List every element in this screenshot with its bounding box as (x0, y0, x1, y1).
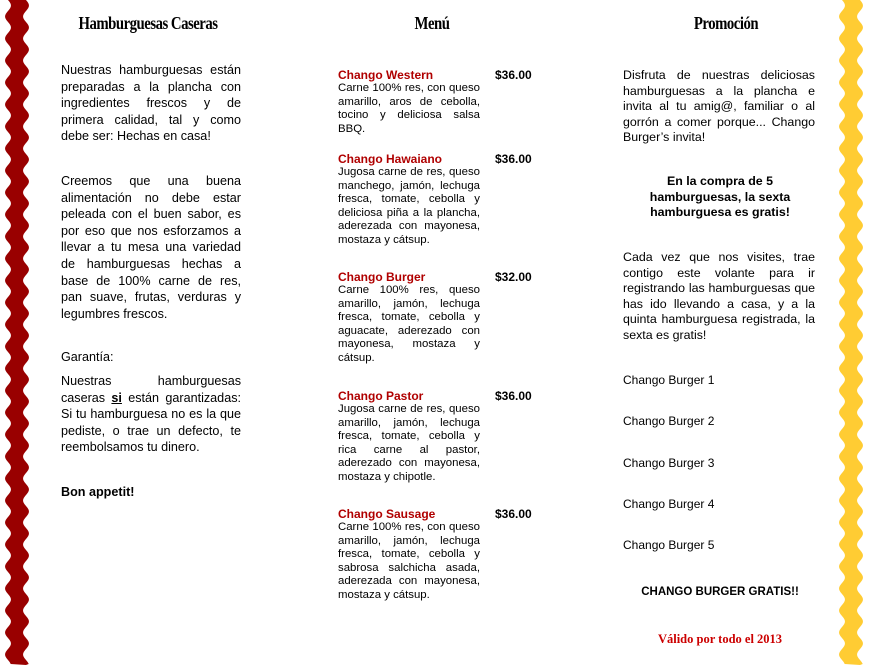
stamp-line: Chango Burger 4 (623, 497, 715, 511)
menu-item-description: Jugosa carne de res, queso manchego, jamón, lechuga fresca, tomate, cebolla y deliciosa piña a la plancha, aderezada con mayonesa, mostaza y cátsup. (338, 166, 480, 246)
promo-instructions: Cada vez que nos visites, trae contigo este volante para ir registrando las hamburguesas que has ido llevando a casa, y a la quinta hamburguesa registrada, la sexta es gratis! (623, 250, 815, 342)
stamp-line: Chango Burger 3 (623, 456, 715, 470)
menu-item (338, 270, 480, 366)
menu-item-price: $32.00 (495, 270, 532, 284)
menu-item-name: Chango Burger (338, 270, 426, 284)
stamp-line: Chango Burger 5 (623, 538, 715, 552)
menu-item (338, 68, 480, 136)
menu-item-description: Carne 100% res, con queso amarillo, jamón, lechuga fresca, tomate, cebolla y sabrosa salchicha asada, aderezada con mayonesa, mostaza y cátsup. (338, 521, 480, 601)
menu-item-name: Chango Western (338, 68, 434, 82)
menu-item-name: Chango Hawaiano (338, 152, 443, 166)
menu-item-price: $36.00 (495, 68, 532, 82)
menu-item-name: Chango Pastor (338, 389, 424, 403)
menu-title: Menú (414, 13, 450, 33)
closing-text: Bon appetit! (61, 485, 135, 499)
menu-item (338, 152, 480, 248)
stamp-line: Chango Burger 2 (623, 414, 715, 428)
menu-item-price: $36.00 (495, 507, 532, 521)
promo-intro: Disfruta de nuestras deliciosas hamburguesas a la plancha e invita al tu amig@, familiar o al gorrón a comer porque... Chango Burger’s invita! (623, 68, 815, 145)
stamp-line: Chango Burger 1 (623, 373, 715, 387)
menu-item-description: Carne 100% res, queso amarillo, jamón, lechuga fresca, tomate, cebolla y aguacate, aderezado con mayonesa, mostaza y cátsup. (338, 284, 480, 364)
guarantee-label: Garantía: (61, 350, 114, 364)
free-burger-label: CHANGO BURGER GRATIS!! (641, 586, 799, 598)
menu-item (338, 507, 480, 603)
left-column-title: Hamburguesas Caseras (78, 13, 218, 33)
philosophy-paragraph: Creemos que una buena alimentación no debe estar peleada con el buen sabor, es por eso que nos esforzamos a llevar a tu mesa una variedad de hamburguesas hechas a base de 100% carne de res, pan suave, frutas, verduras y legumbres frescos. (61, 174, 241, 321)
menu-item-price: $36.00 (495, 389, 532, 403)
menu-item-description: Jugosa carne de res, queso amarillo, jamón, lechuga fresca, tomate, cebolla y rica carne al pastor, aderezado con mayonesa, mostaza y chipotle. (338, 403, 480, 483)
guarantee-paragraph: Nuestras hamburguesas caseras si están garantizadas: Si tu hamburguesa no es la que pediste, o trae un defecto, te reembolsamos tu dinero. (61, 374, 241, 455)
validity-note: Válido por todo el 2013 (657, 632, 783, 646)
left-decorative-band (4, 0, 30, 665)
menu-item-description: Carne 100% res, con queso amarillo, aros de cebolla, tocino y deliciosa salsa BBQ. (338, 82, 480, 135)
intro-paragraph: Nuestras hamburguesas están preparadas a la plancha con ingredientes frescos y de primera calidad, tal y como debe ser: Hechas en casa! (61, 63, 241, 144)
menu-item-name: Chango Sausage (338, 507, 436, 521)
promo-offer: En la compra de 5 hamburguesas, la sexta hamburguesa es gratis! (649, 174, 791, 220)
right-decorative-band (838, 0, 864, 665)
menu-item-price: $36.00 (495, 152, 532, 166)
promo-title: Promoción (693, 13, 759, 33)
menu-item (338, 389, 480, 485)
